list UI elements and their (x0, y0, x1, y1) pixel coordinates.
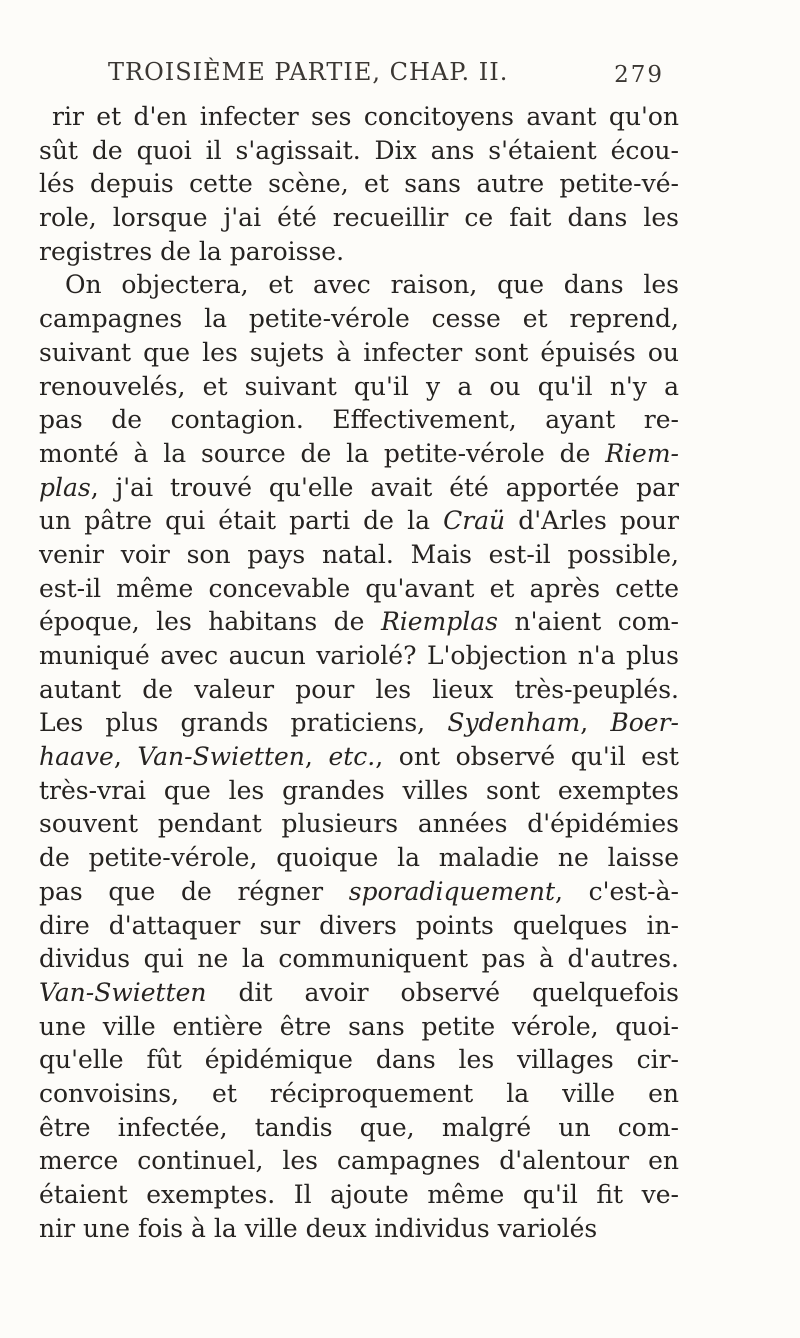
page-header (108, 58, 664, 86)
text-line (39, 605, 679, 639)
text-run: role, lorsque j'ai été recueillir ce fait dans les (39, 203, 679, 233)
text-line (39, 167, 679, 201)
italic-text: Sydenham (447, 708, 581, 738)
text-line (39, 134, 679, 168)
italic-text: Riemplas (380, 607, 498, 637)
text-run: une ville entière être sans petite vérole, quoi- (39, 1011, 679, 1041)
text-run: dividus qui ne la communiquent pas à d'autres. (39, 944, 679, 974)
text-line (39, 673, 679, 707)
body-text (39, 100, 679, 1245)
text-line (39, 1111, 679, 1145)
text-line (39, 1212, 679, 1246)
text-run: suivant que les sujets à infecter sont épuisés ou (39, 337, 679, 367)
text-run: d'Arles pour (505, 506, 679, 536)
text-run: de petite-vérole, quoique la maladie ne laisse (39, 843, 679, 873)
text-run: être infectée, tandis que, malgré un com- (39, 1112, 679, 1142)
italic-text: Riem- (605, 438, 679, 468)
page-number: 279 (614, 62, 664, 88)
text-line (39, 1010, 679, 1044)
text-run: est-il même concevable qu'avant et après cette (39, 573, 679, 603)
italic-text: etc. (328, 742, 376, 772)
text-run: , j'ai trouvé qu'elle avait été apportée par (90, 472, 679, 502)
text-run: nir une fois à la ville deux individus variolés (39, 1213, 598, 1243)
text-line (39, 302, 679, 336)
text-run: lés depuis cette scène, et sans autre petite-vé- (39, 169, 679, 199)
running-title: TROISIÈME PARTIE, CHAP. II. (108, 58, 509, 86)
text-run: un pâtre qui était parti de la (39, 506, 444, 536)
text-run: époque, les habitans de (39, 607, 381, 637)
text-run: venir voir son pays natal. Mais est-il possible, (39, 539, 679, 569)
text-run: étaient exemptes. Il ajoute même qu'il fit ve- (39, 1180, 679, 1209)
text-line (39, 740, 679, 774)
text-line (39, 538, 679, 572)
text-run: n'aient com- (498, 607, 679, 637)
text-line (39, 1144, 679, 1178)
text-line (39, 807, 679, 841)
text-line (39, 875, 679, 909)
text-run: dire d'attaquer sur divers points quelques in- (39, 910, 679, 940)
text-line (39, 336, 679, 370)
text-run: registres de la paroisse. (39, 236, 345, 266)
italic-text: haave (39, 742, 114, 772)
text-run: rir et d'en infecter ses concitoyens avant qu'on (52, 102, 679, 131)
text-line (39, 774, 679, 808)
text-run: , c'est-à- (555, 876, 679, 906)
italic-text: Van-Swietten (137, 742, 305, 772)
text-line (39, 100, 679, 134)
text-line (39, 572, 679, 606)
text-run: monté à la source de la petite-vérole de (39, 438, 606, 468)
text-run: pas que de régner (39, 876, 349, 906)
text-run: , (304, 742, 329, 772)
text-run: On objectera, et avec raison, que dans les (65, 270, 679, 300)
text-line (39, 201, 679, 235)
text-run: , (580, 708, 611, 738)
text-run: campagnes la petite-vérole cesse et reprend, (39, 304, 679, 334)
text-line (39, 841, 679, 875)
text-run: qu'elle fût épidémique dans les villages cir- (39, 1045, 679, 1075)
text-line (39, 639, 679, 673)
italic-text: Craü (443, 506, 506, 536)
text-run: renouvelés, et suivant qu'il y a ou qu'il n'y a (39, 371, 679, 401)
text-run: , (113, 742, 138, 772)
text-line (39, 909, 679, 943)
text-line (39, 706, 679, 740)
text-line (39, 268, 679, 302)
text-line (39, 1043, 679, 1077)
text-run: , ont observé qu'il est (375, 742, 679, 772)
text-run: merce continuel, les campagnes d'alentour en (39, 1146, 679, 1176)
text-line (39, 1077, 679, 1111)
text-run: sût de quoi il s'agissait. Dix ans s'étaient écou- (39, 135, 679, 165)
text-run: dit avoir observé quelquefois (206, 977, 679, 1007)
text-run: autant de valeur pour les lieux très-peuplés. (39, 674, 679, 704)
italic-text: Boer- (610, 708, 679, 738)
text-run: Les plus grands praticiens, (39, 708, 448, 738)
italic-text: sporadiquement (348, 876, 556, 906)
text-line (39, 437, 679, 471)
text-line (39, 976, 679, 1010)
text-run: pas de contagion. Effectivement, ayant re- (39, 405, 679, 435)
text-run: muniqué avec aucun variolé? L'objection n'a plus (39, 641, 679, 670)
italic-text: Van-Swietten (39, 977, 207, 1007)
text-line (39, 471, 679, 505)
text-line (39, 1178, 679, 1212)
text-line (39, 235, 679, 269)
text-line (39, 370, 679, 404)
text-run: convoisins, et réciproquement la ville en (39, 1078, 679, 1108)
italic-text: plas (39, 472, 91, 502)
text-line (39, 942, 679, 976)
text-line (39, 403, 679, 437)
text-run: souvent pendant plusieurs années d'épidémies (39, 809, 679, 839)
text-line (39, 504, 679, 538)
text-run: très-vrai que les grandes villes sont exemptes (39, 775, 679, 805)
